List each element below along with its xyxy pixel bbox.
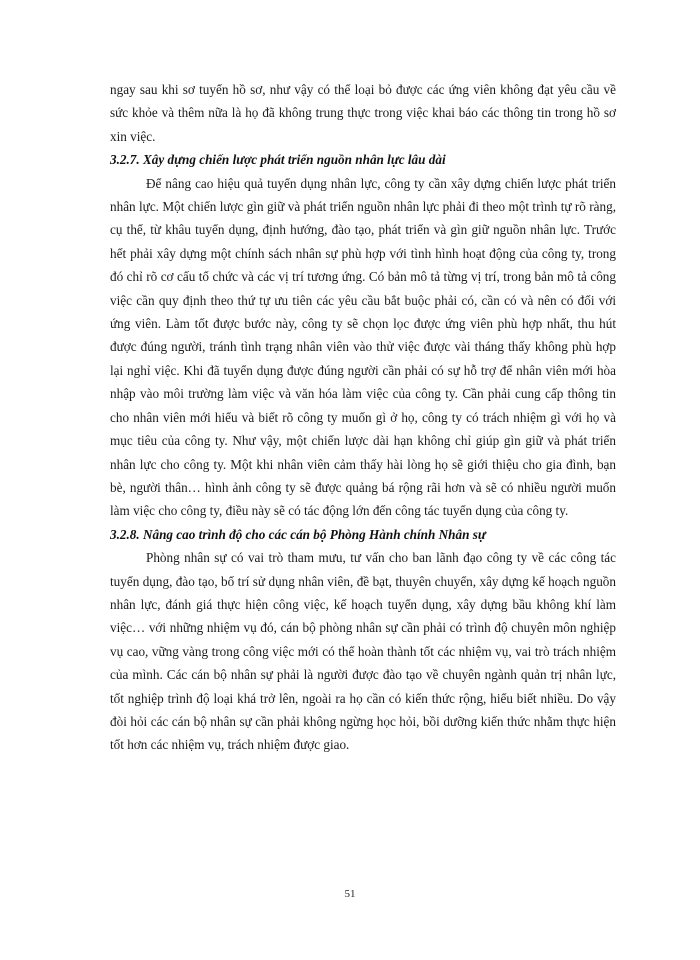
section-heading-3-2-8: 3.2.8. Nâng cao trình độ cho các cán bộ Phòng Hành chính Nhân sự [110,526,486,542]
section-heading-3-2-7: 3.2.7. Xây dựng chiến lược phát triển nguồn nhân lực lâu dài [110,152,446,168]
paragraph-intro: ngay sau khi sơ tuyển hồ sơ, như vậy có thể loại bỏ được các ứng viên không đạt yêu cầu về sức khỏe và thêm nữa là họ đã không trung thực trong việc khai báo các thông tin trong hồ sơ xin việc. [110,82,616,144]
document-page [110,78,616,757]
paragraph-3-2-8: Phòng nhân sự có vai trò tham mưu, tư vấn cho ban lãnh đạo công ty về các công tác tuyển dụng, đào tạo, bố trí sử dụng nhân viên, đề bạt, thuyên chuyển, xây dựng kế hoạch nguồn nhân lực, đánh giá thực hiện công việc, kế hoạch tuyển dụng, xây dựng bầu không khí làm việc… với những nhiệm vụ đó, cán bộ phòng nhân sự cần phải có trình độ chuyên môn nghiệp vụ cao, vững vàng trong công việc mới có thể hoàn thành tốt các nhiệm vụ, vai trò trách nhiệm của mình. Các cán bộ nhân sự phải là người được đào tạo về chuyên ngành quản trị nhân lực, tốt nghiệp trình độ loại khá trở lên, ngoài ra họ cần có kiến thức rộng, hiểu biết nhiều. Do vậy đòi hỏi các cán bộ nhân sự cần phải không ngừng học hỏi, bồi dưỡng kiến thức nhằm thực hiện tốt hơn các nhiệm vụ, trách nhiệm được giao. [110,550,616,753]
paragraph-3-2-7: Để nâng cao hiệu quả tuyển dụng nhân lực, công ty cần xây dựng chiến lược phát triển nhân lực. Một chiến lược gìn giữ và phát triển nguồn nhân lực phải đi theo một trình tự rõ ràng, cụ thể, từ khâu tuyển dụng, định hướng, đào tạo, phát triển và gìn giữ nguồn nhân lực. Trước hết phải xây dựng một chính sách nhân sự phù hợp với tình hình hoạt động của công ty, trong đó chỉ rõ cơ cấu tổ chức và các vị trí tương ứng. Có bản mô tả từng vị trí, trong bản mô tả công việc cần quy định theo thứ tự ưu tiên các yêu cầu bắt buộc phải có, cần có và nên có đối với ứng viên. Làm tốt được bước này, công ty sẽ chọn lọc được ứng viên phù hợp nhất, thu hút được đúng người, tránh tình trạng nhân viên vào thử việc được vài tháng thấy không phù hợp lại nghỉ việc. Khi đã tuyển dụng được đúng người cần phải có sự hỗ trợ để nhân viên mới hòa nhập vào môi trường làm việc và văn hóa làm việc của công ty. Cần phải cung cấp thông tin cho nhân viên mới hiểu và biết rõ công ty muốn gì ở họ, công ty có trách nhiệm gì với họ và mục tiêu của công ty. Như vậy, một chiến lược dài hạn không chỉ giúp gìn giữ và phát triển nhân lực cho công ty. Một khi nhân viên cảm thấy hài lòng họ sẽ giới thiệu cho gia đình, bạn bè, người thân… hình ảnh công ty sẽ được quảng bá rộng rãi hơn và sẽ có nhiều người muốn làm việc cho công ty, điều này sẽ có tác động lớn đến công tác tuyển dụng của công ty. [110,175,616,519]
page-number: 51 [344,888,356,900]
